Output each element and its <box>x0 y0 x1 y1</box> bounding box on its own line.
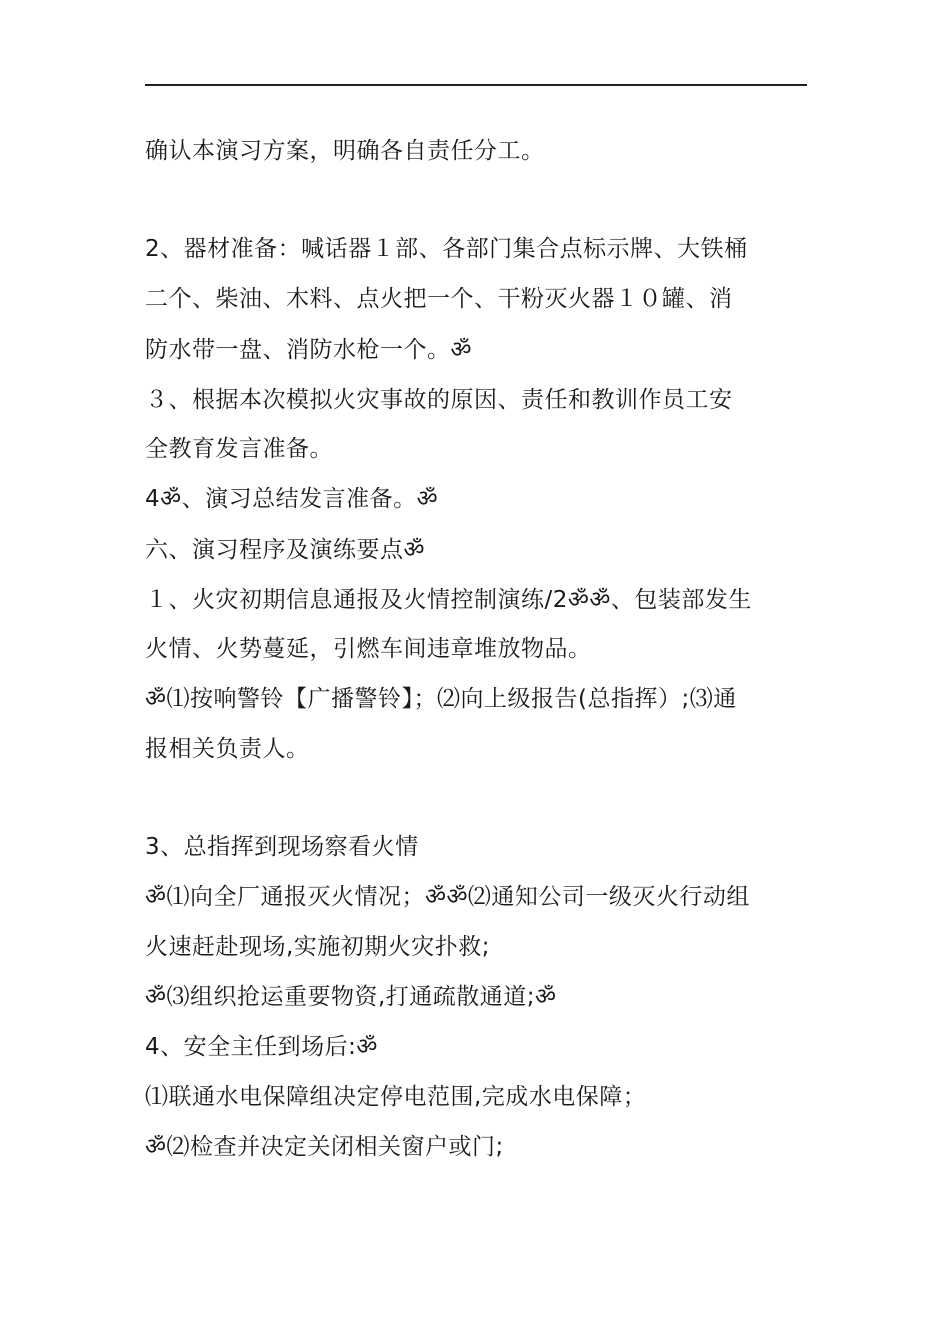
header-rule <box>145 84 807 86</box>
text-line: ॐ⑴向全厂通报灭火情况；ॐॐ⑵通知公司一级灭火行动组 <box>145 884 750 910</box>
text-line: 二个、柴油、木料、点火把一个、干粉灭火器１０罐、消 <box>145 286 733 312</box>
section-heading: 六、演习程序及演练要点ॐ <box>145 537 425 563</box>
text-line: ॐ⑴按响警铃【广播警铃】；⑵向上级报告(总指挥）;⑶通 <box>145 686 737 712</box>
text-line: 2、器材准备：喊话器１部、各部门集合点标示牌、大铁桶 <box>145 236 748 262</box>
text-line: 火速赶赴现场,实施初期火灾扑救; <box>145 934 491 960</box>
text-line: １、火灾初期信息通报及火情控制演练/2ॐॐ、包装部发生 <box>145 587 752 613</box>
text-line: ॐ⑶组织抢运重要物资,打通疏散通道;ॐ <box>145 984 557 1010</box>
text-line: 防水带一盘、消防水枪一个。ॐ <box>145 337 472 363</box>
text-line: 3、总指挥到现场察看火情 <box>145 834 419 860</box>
text-line: ॐ⑵检查并决定关闭相关窗户或门; <box>145 1134 504 1160</box>
text-line: 确认本演习方案，明确各自责任分工。 <box>145 138 545 164</box>
text-line: 报相关负责人。 <box>145 736 310 762</box>
text-line: ⑴联通水电保障组决定停电范围,完成水电保障； <box>145 1084 647 1110</box>
text-line: 4ॐ、演习总结发言准备。ॐ <box>145 486 439 512</box>
text-line: ３、根据本次模拟火灾事故的原因、责任和教训作员工安 <box>145 387 733 413</box>
text-line: 火情、火势蔓延，引燃车间违章堆放物品。 <box>145 636 592 662</box>
text-line: 全教育发言准备。 <box>145 436 333 462</box>
text-line: 4、安全主任到场后:ॐ <box>145 1034 378 1060</box>
